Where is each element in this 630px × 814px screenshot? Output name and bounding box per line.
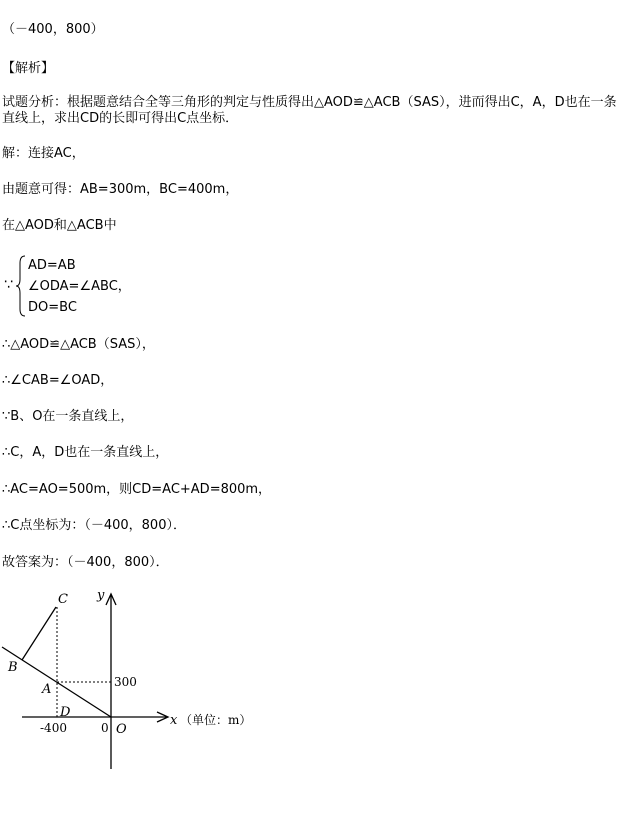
label-b: B: [8, 660, 18, 675]
label-c: C: [58, 592, 68, 607]
tick-300: 300: [114, 675, 137, 689]
analysis-paragraph: 试题分析：根据题意结合全等三角形的判定与性质得出△AOD≌△ACB（SAS），进而得出C，A，D也在一条直线上，求出CD的长即可得出C点坐标．: [2, 95, 617, 126]
step-cad-line: ∴C，A，D也在一条直线上，: [2, 445, 169, 460]
coordinate-figure: [0, 585, 280, 775]
condition-ad-ab: AD=AB: [28, 258, 76, 273]
step-coord: ∴C点坐标为：（－400，800）．: [2, 518, 186, 533]
segment-bc: [22, 607, 56, 660]
step-angle: ∴∠CAB=∠OAD，: [2, 373, 114, 388]
label-a: A: [42, 682, 52, 697]
section-title: 【解析】: [2, 61, 55, 76]
step-triangles: 在△AOD和△ACB中: [2, 218, 117, 233]
label-d: D: [60, 705, 71, 720]
step-connect: 解：连接AC，: [2, 146, 85, 161]
step-congruent: ∴△AOD≌△ACB（SAS），: [2, 337, 155, 352]
step-length: ∴AC=AO=500m，则CD=AC+AD=800m，: [2, 482, 272, 497]
tick-0: 0: [101, 721, 109, 735]
because-symbol: ∵: [4, 277, 13, 293]
condition-do-bc: DO=BC: [28, 300, 77, 315]
step-bo-line: ∵B、O在一条直线上，: [2, 409, 134, 424]
label-o: O: [116, 722, 127, 737]
tick-neg400: -400: [40, 721, 67, 735]
unit-label: （单位：m）: [180, 713, 252, 727]
step-given: 由题意可得：AB=300m，BC=400m，: [2, 182, 239, 197]
condition-angle: ∠ODA=∠ABC，: [28, 279, 131, 294]
left-brace-icon: [16, 255, 26, 317]
label-x: x: [170, 713, 178, 728]
conditions-list: [28, 255, 131, 318]
answer-top: （－400，800）: [2, 22, 104, 37]
final-answer: 故答案为：（－400，800）．: [2, 555, 169, 570]
label-y: y: [97, 588, 105, 603]
